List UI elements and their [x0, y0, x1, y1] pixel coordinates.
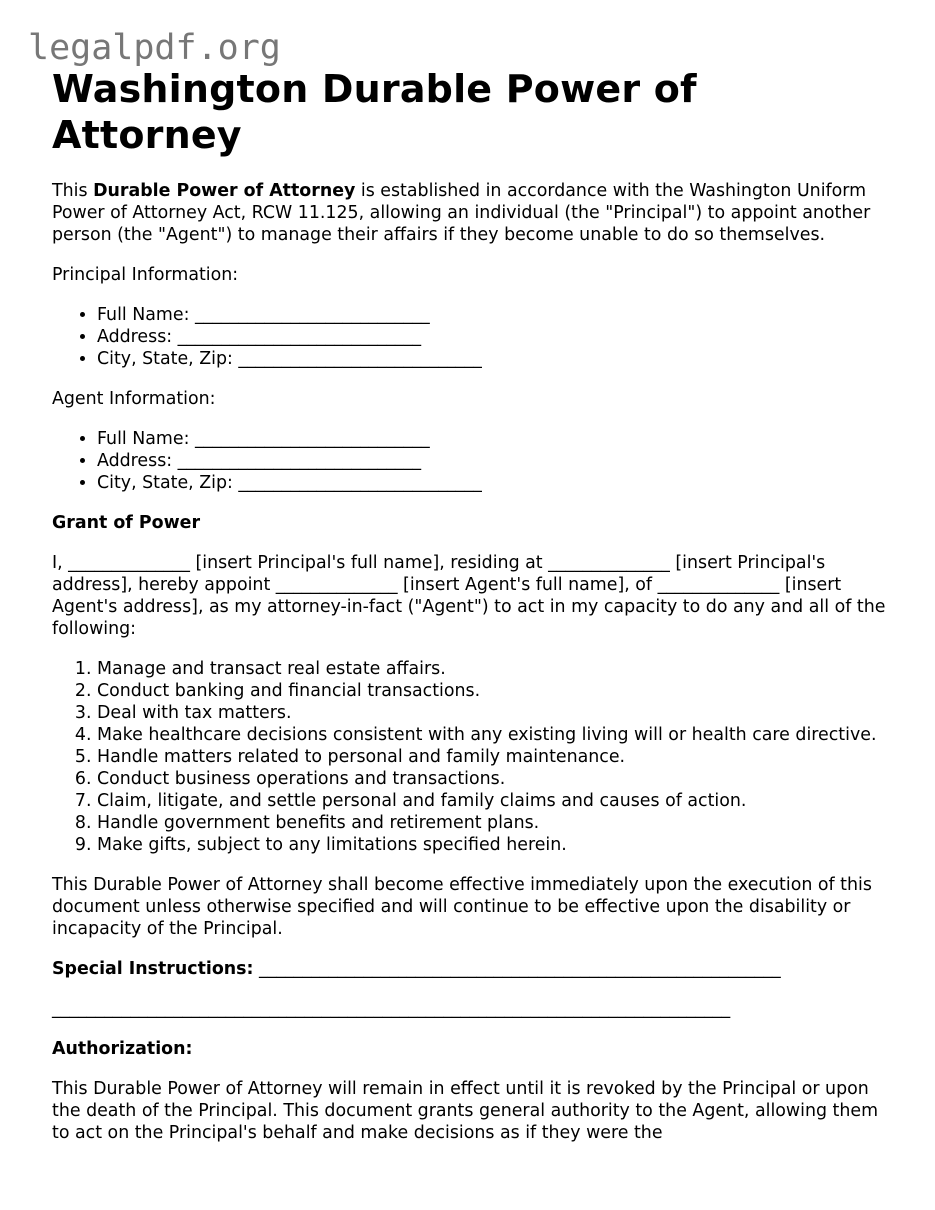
- intro-suffix: is established in accordance with the Washington Uniform Power of Attorney Act, RCW 11.125, allowing an individual (the "Principal") to appoint another person (the "Agent") to manage their affairs if they become unable to do so themselves.: [52, 181, 871, 245]
- special-instructions-line-1: ____________________________________________________________: [253, 959, 781, 979]
- agent-fields-list: [52, 428, 892, 494]
- power-item: 5. Handle matters related to personal and family maintenance.: [97, 746, 892, 768]
- special-instructions-label: Special Instructions:: [52, 959, 254, 979]
- authorization-heading: Authorization:: [52, 1039, 193, 1059]
- principal-fields-list: [52, 304, 892, 370]
- agent-address-field: • Address: ____________________________: [97, 450, 892, 472]
- principal-city-state-zip-field: • City, State, Zip: ____________________________: [97, 348, 892, 370]
- intro-prefix: This: [52, 181, 94, 201]
- document-title: Washington Durable Power of Attorney: [52, 67, 697, 157]
- special-instructions-line-2: ______________________________________________________________________________: [52, 999, 731, 1019]
- agent-city-state-zip-field: • City, State, Zip: ____________________________: [97, 472, 892, 494]
- power-item: 8. Handle government benefits and retirement plans.: [97, 812, 892, 834]
- authorization-paragraph: This Durable Power of Attorney will remain in effect until it is revoked by the Principal or upon the death of the Principal. This document grants general authority to the Agent, allowing them to act on the Principal's behalf and make decisions as if they were the: [52, 1079, 879, 1143]
- power-item: 3. Deal with tax matters.: [97, 702, 892, 724]
- intro-paragraph: [52, 180, 892, 246]
- effective-date-paragraph: This Durable Power of Attorney shall become effective immediately upon the execution of this document unless otherwise specified and will continue to be effective upon the disability or incapacity of the Principal.: [52, 875, 872, 939]
- power-item: 9. Make gifts, subject to any limitations specified herein.: [97, 834, 892, 856]
- special-instructions: [52, 958, 892, 980]
- principal-info-label: Principal Information:: [52, 265, 239, 285]
- agent-full-name-field: • Full Name: ___________________________: [97, 428, 892, 450]
- grant-of-power-heading: Grant of Power: [52, 513, 201, 533]
- grant-of-power-paragraph: I, ______________ [insert Principal's full name], residing at ______________ [insert Principal's address], hereby appoint ______________ [insert Agent's full name], of ______________ [insert Agent's address], as my attorney-in-fact ("Agent") to act in my capacity to do any and all of the following:: [52, 553, 886, 639]
- powers-list: [52, 658, 892, 856]
- principal-full-name-field: • Full Name: ___________________________: [97, 304, 892, 326]
- agent-info-label: Agent Information:: [52, 389, 216, 409]
- intro-bold-term: Durable Power of Attorney: [93, 181, 356, 201]
- power-item: 7. Claim, litigate, and settle personal and family claims and causes of action.: [97, 790, 892, 812]
- power-item: 1. Manage and transact real estate affairs.: [97, 658, 892, 680]
- power-item: 2. Conduct banking and financial transactions.: [97, 680, 892, 702]
- document-page: [52, 66, 892, 1144]
- power-item: 6. Conduct business operations and transactions.: [97, 768, 892, 790]
- watermark-logo: legalpdf.org: [28, 28, 281, 68]
- principal-address-field: • Address: ____________________________: [97, 326, 892, 348]
- power-item: 4. Make healthcare decisions consistent with any existing living will or health care directive.: [97, 724, 892, 746]
